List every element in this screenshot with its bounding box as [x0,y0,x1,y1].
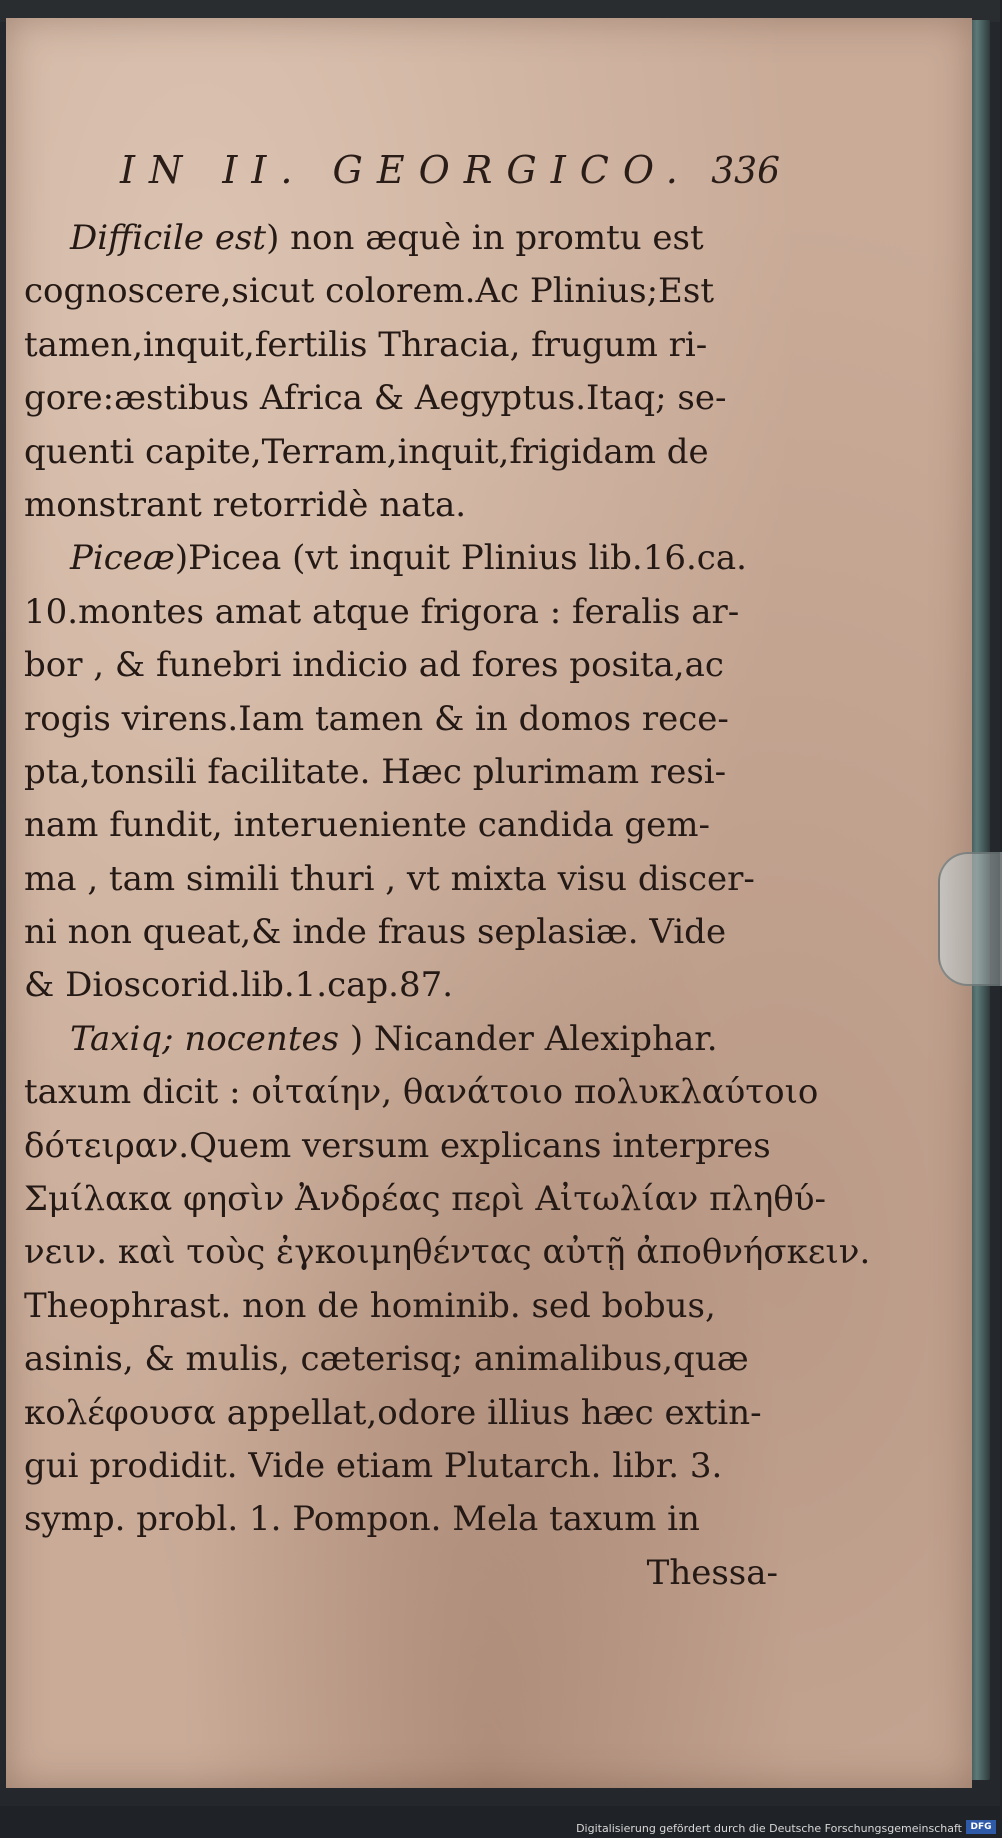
text-line: monstrant retorridè nata. [24,484,467,525]
text-line: gore:æstibus Africa & Aegyptus.Itaq; se- [24,378,727,419]
text-line: gui prodidit. Vide etiam Plutarch. libr. 3. [24,1445,723,1486]
catchword: Thessa- [646,1552,778,1593]
text-line [24,212,784,265]
lemma: Piceæ [70,538,175,579]
running-head [120,148,780,200]
text-line: bor , & funebri indicio ad fores posita,ac [24,645,724,686]
page-clip [938,852,1002,986]
text-line: ni non queat,& inde fraus seplasiæ. Vide [24,912,727,953]
text-line: δότειραν.Quem versum explicans interpres [24,1125,771,1166]
running-title: IN II. GEORGICO. [120,148,692,192]
text-line: 10.montes amat atque frigora : feralis ar- [24,591,740,632]
line-text: ) non æquè in promtu est [266,218,704,258]
text-line: asinis, & mulis, cæterisq; animalibus,quæ [24,1339,749,1380]
line-text: ) Nicander Alexiphar. [339,1018,718,1059]
text-line [24,1013,784,1066]
text-line: nam fundit, interueniente candida gem- [24,805,711,846]
text-line: Σμίλακα φησὶν Ἀνδρέας περὶ Αἰτωλίαν πληθύ- [24,1179,827,1220]
text-line: ma , tam simili thuri , vt mixta visu discer- [24,858,755,899]
text-line: κολέφουσα appellat,odore illius hæc extin- [24,1392,762,1433]
lemma: Difficile est [70,218,267,258]
text-line: quenti capite,Terram,inquit,frigidam de [24,431,709,472]
body-text [24,212,871,1600]
text-line: taxum dicit : οἰταίην, θανάτοιο πολυκλαύτοιο [24,1072,819,1113]
text-line: pta,tonsili facilitate. Hæc plurimam resi- [24,751,727,792]
line-text: )Picea (vt inquit Plinius lib.16.ca. [174,538,747,579]
lemma: Taxiq; nocentes [70,1018,340,1059]
text-line: cognoscere,sicut colorem.Ac Plinius;Est [24,271,714,312]
text-line: tamen,inquit,fertilis Thracia, frugum ri- [24,324,708,365]
page-number: 336 [711,151,780,192]
text-line: rogis virens.Iam tamen & in domos rece- [24,698,729,739]
text-line: symp. probl. 1. Pompon. Mela taxum in [24,1499,700,1540]
text-line: Theophrast. non de hominib. sed bobus, [24,1285,716,1326]
text-line: νειν. καὶ τοὺς ἐγκοιμηθέντας αὐτῇ ἀποθνήσκειν. [24,1232,871,1273]
dfg-logo: DFG [966,1820,996,1834]
funding-credit: Digitalisierung gefördert durch die Deutsche Forschungsgemeinschaft [576,1822,962,1835]
text-line: & Dioscorid.lib.1.cap.87. [24,965,454,1006]
text-line [24,532,784,585]
